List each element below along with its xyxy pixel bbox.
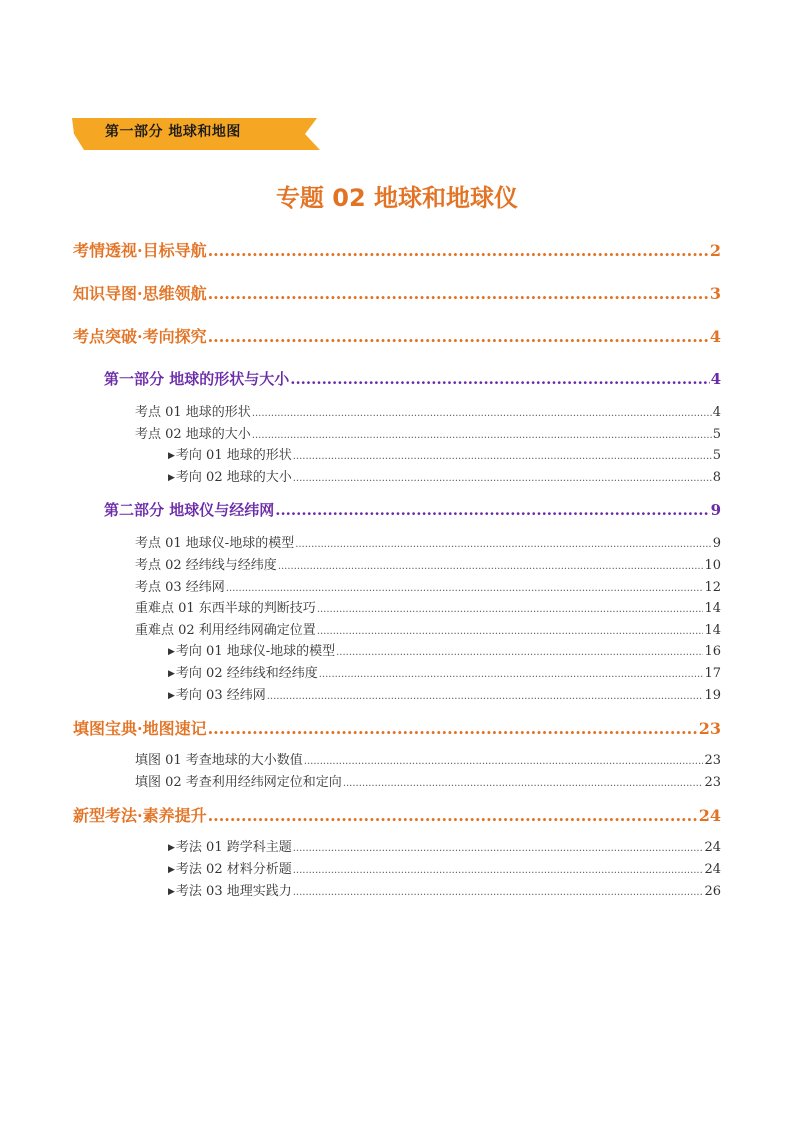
toc-entry-page: 23 [704,775,721,790]
toc-entry-page: 16 [704,644,721,659]
toc-entry-label: 考点 01 地球的形状 [135,405,251,420]
toc-leader-dots [317,604,704,615]
toc-entry[interactable] [73,803,721,826]
toc-entry[interactable] [168,466,721,485]
toc-entry-label: 第二部分 地球仪与经纬网 [104,501,275,519]
bullet-arrow-icon: ▶ [168,843,175,853]
toc-entry[interactable] [168,662,721,681]
toc-entry-page: 5 [712,448,721,463]
toc-leader-dots [295,539,712,550]
toc-entry[interactable] [73,238,721,261]
toc-entry[interactable] [135,554,721,573]
toc-entry[interactable] [168,858,721,877]
toc-leader-dots [275,501,709,519]
toc-entry-label: 考点 02 地球的大小 [135,427,251,442]
toc-entry-label: 新型考法·素养提升 [73,806,207,825]
toc-entry-page: 12 [704,580,721,595]
toc-entry-page: 5 [712,427,721,442]
toc-leader-dots [317,626,704,637]
bullet-arrow-icon: ▶ [168,865,175,875]
toc-entry[interactable] [73,324,721,347]
toc-entry-page: 24 [704,840,721,855]
toc-entry-page: 9 [710,501,721,519]
toc-entry-label: 知识导图·思维领航 [73,284,207,303]
toc-entry-label: 考点 02 经纬线与经纬度 [135,558,277,573]
toc-entry[interactable] [135,576,721,595]
toc-entry-label: 考向 01 地球的形状 [175,448,292,463]
toc-entry[interactable] [168,880,721,899]
toc-entry-page: 4 [709,327,721,346]
toc-entry-label: 填图 02 考查利用经纬网定位和定向 [135,775,342,790]
toc-leader-dots [252,430,712,441]
toc-leader-dots [293,843,704,854]
toc-entry-page: 19 [704,688,721,703]
toc-entry-label: 重难点 01 东西半球的判断技巧 [135,601,316,616]
toc-entry-label: 考点 01 地球仪-地球的模型 [135,536,295,551]
toc-entry[interactable] [135,749,721,768]
toc-entry-page: 23 [704,753,721,768]
toc-entry-page: 4 [710,370,721,388]
toc-entry-label: 填图 01 考查地球的大小数值 [135,753,303,768]
toc-leader-dots [208,284,709,303]
bullet-arrow-icon: ▶ [168,451,175,461]
toc-leader-dots [293,451,712,462]
toc-leader-dots [208,719,698,738]
toc-entry-label: 考点突破·考向探究 [73,327,207,346]
toc-entry-label: 重难点 02 利用经纬网确定位置 [135,623,316,638]
toc-entry-label: 考法 01 跨学科主题 [175,840,292,855]
banner-text: 第一部分 地球和地图 [105,124,241,140]
document-title: 专题 02 地球和地球仪 [275,184,519,212]
toc-entry[interactable] [135,401,721,420]
toc-entry[interactable] [135,597,721,616]
toc-entry-label: 考向 01 地球仪-地球的模型 [175,644,336,659]
toc-entry-page: 24 [698,806,721,825]
bullet-arrow-icon: ▶ [168,887,175,897]
toc-entry-label: 考法 02 材料分析题 [175,862,292,877]
toc-leader-dots [208,806,698,825]
toc-leader-dots [293,887,704,898]
toc-entry-label: 考点 03 经纬网 [135,580,225,595]
toc-entry-label: 填图宝典·地图速记 [73,719,207,738]
toc-leader-dots [208,241,709,260]
toc-entry[interactable] [135,771,721,790]
toc-entry-page: 2 [709,241,721,260]
toc-entry-label: 考情透视·目标导航 [73,241,207,260]
toc-leader-dots [336,647,703,658]
toc-entry[interactable] [168,684,721,703]
toc-leader-dots [267,691,704,702]
toc-entry-page: 8 [712,470,721,485]
section-banner [72,115,322,153]
toc-entry-page: 23 [698,719,721,738]
toc-leader-dots [252,408,712,419]
toc-entry[interactable] [135,423,721,442]
bullet-arrow-icon: ▶ [168,669,175,679]
toc-entry-page: 3 [709,284,721,303]
toc-entry[interactable] [135,532,721,551]
toc-entry-page: 14 [704,601,721,616]
toc-leader-dots [226,583,704,594]
toc-entry-page: 10 [704,558,721,573]
toc-entry[interactable] [168,640,721,659]
toc-entry-page: 14 [704,623,721,638]
toc-leader-dots [343,778,704,789]
toc-entry-label: 考向 03 经纬网 [175,688,266,703]
toc-leader-dots [293,473,712,484]
bullet-arrow-icon: ▶ [168,473,175,483]
toc-entry-page: 24 [704,862,721,877]
toc-leader-dots [304,756,704,767]
toc-entry[interactable] [168,444,721,463]
toc-entry[interactable] [73,716,721,739]
bullet-arrow-icon: ▶ [168,691,175,701]
toc-entry[interactable] [104,499,721,520]
toc-entry[interactable] [104,368,721,389]
toc-entry[interactable] [135,619,721,638]
toc-entry-label: 第一部分 地球的形状与大小 [104,370,290,388]
toc-entry-label: 考法 03 地理实践力 [175,884,292,899]
toc-entry-page: 4 [712,405,721,420]
toc-entry[interactable] [73,281,721,304]
toc-leader-dots [208,327,709,346]
toc-leader-dots [293,865,704,876]
toc-entry-label: 考向 02 地球的大小 [175,470,292,485]
toc-entry[interactable] [168,836,721,855]
toc-entry-page: 17 [704,666,721,681]
toc-entry-page: 26 [704,884,721,899]
toc-leader-dots [278,561,704,572]
toc-leader-dots [290,370,709,388]
toc-leader-dots [319,669,704,680]
toc-entry-label: 考向 02 经纬线和经纬度 [175,666,318,681]
toc-entry-page: 9 [712,536,721,551]
bullet-arrow-icon: ▶ [168,647,175,657]
